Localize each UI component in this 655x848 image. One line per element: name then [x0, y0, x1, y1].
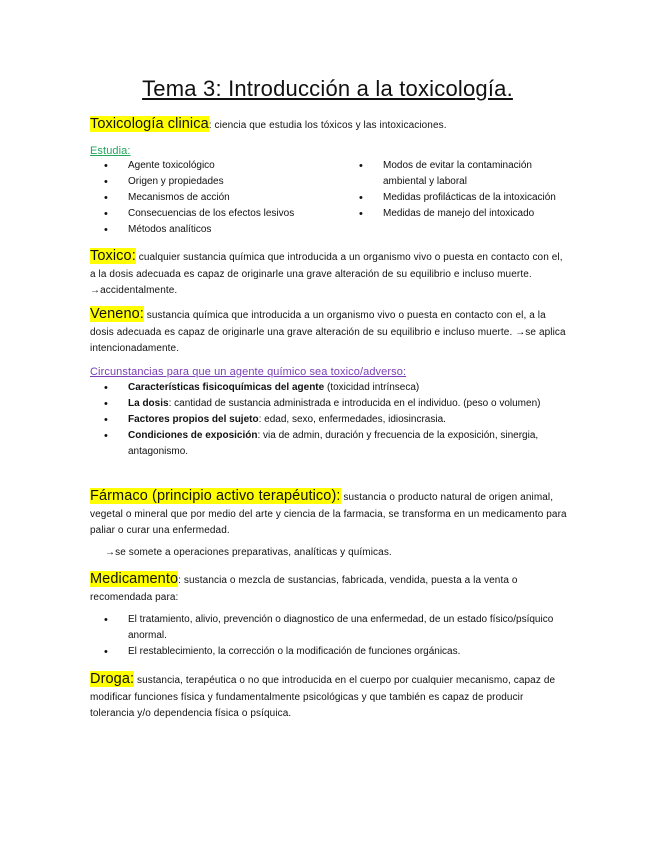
- estudia-list-left: [90, 158, 360, 238]
- term-highlight: Toxicología clinica: [90, 116, 209, 132]
- list-item: • Medidas de manejo del intoxicado: [345, 206, 560, 222]
- farmaco-definition: Fármaco (principio activo terapéutico): sustancia o producto natural de origen animal, vegetal o mineral que por medio del arte y ciencia de la farmacia, se transforma en un medicamento para paliar o curar una enfermedad.: [90, 488, 567, 536]
- list-item: • Métodos analíticos: [90, 222, 360, 238]
- estudia-list-right: [345, 158, 560, 222]
- circunstancias-heading: Circunstancias para que un agente químico sea toxico/adverso:: [90, 366, 407, 378]
- veneno-definition: Veneno: sustancia química que introducida a un organismo vivo o puesta en contacto con el, a la dosis adecuada es capaz de originarle una grave alteración de su equilibrio e incluso muerte. →se aplica intencionadamente.: [90, 306, 566, 354]
- toxicologia-definition: Toxicología clinica: ciencia que estudia los tóxicos y las intoxicaciones.: [90, 116, 447, 132]
- toxico-definition: Toxico: cualquier sustancia química que introducida a un organismo vivo o puesta en contacto con el, a la dosis adecuada es capaz de originarle una grave alteración de su equilibrio e incluso muerte. →accidentalmente.: [90, 248, 563, 296]
- list-item: • Agente toxicológico: [90, 158, 360, 174]
- page-title: Tema 3: Introducción a la toxicología.: [142, 76, 513, 101]
- list-item: • Factores propios del sujeto: edad, sexo, enfermedades, idiosincrasia.: [90, 412, 570, 428]
- droga-definition: Droga: sustancia, terapéutica o no que introducida en el cuerpo por cualquier mecanismo, capaz de modificar funciones física y fundamentalmente psicológicas y que también es capaz de producir tolerancia y/o dependencia física o psíquica.: [90, 671, 556, 719]
- list-item: • Condiciones de exposición: via de admin, duración y frecuencia de la exposición, sinergia, antagonismo.: [90, 428, 570, 460]
- list-item: • El tratamiento, alivio, prevención o diagnostico de una enfermedad, de un estado físico/psíquico anormal.: [90, 612, 570, 644]
- list-item: • Mecanismos de acción: [90, 190, 360, 206]
- list-item: • Origen y propiedades: [90, 174, 360, 190]
- circunstancias-list: [90, 380, 570, 460]
- list-item: • Características fisicoquímicas del agente (toxicidad intrínseca): [90, 380, 570, 396]
- list-item: • La dosis: cantidad de sustancia administrada e introducida en el individuo. (peso o volumen): [90, 396, 570, 412]
- term-highlight: Fármaco (principio activo terapéutico):: [90, 488, 341, 504]
- medicamento-definition: Medicamento: sustancia o mezcla de sustancias, fabricada, vendida, puesta a la venta o recomendada para:: [90, 571, 518, 603]
- term-highlight: Veneno:: [90, 306, 144, 322]
- term-highlight: Droga:: [90, 671, 135, 687]
- list-item: • Medidas profilácticas de la intoxicación: [345, 190, 560, 206]
- farmaco-note: →se somete a operaciones preparativas, analíticas y químicas.: [105, 547, 392, 558]
- medicamento-list: [90, 612, 570, 660]
- list-item: • El restablecimiento, la corrección o la modificación de funciones orgánicas.: [90, 644, 570, 660]
- list-item: • Modos de evitar la contaminación ambiental y laboral: [345, 158, 560, 190]
- term-highlight: Medicamento: [90, 571, 179, 587]
- estudia-heading: Estudia:: [90, 145, 131, 157]
- term-highlight: Toxico:: [90, 248, 136, 264]
- list-item: • Consecuencias de los efectos lesivos: [90, 206, 360, 222]
